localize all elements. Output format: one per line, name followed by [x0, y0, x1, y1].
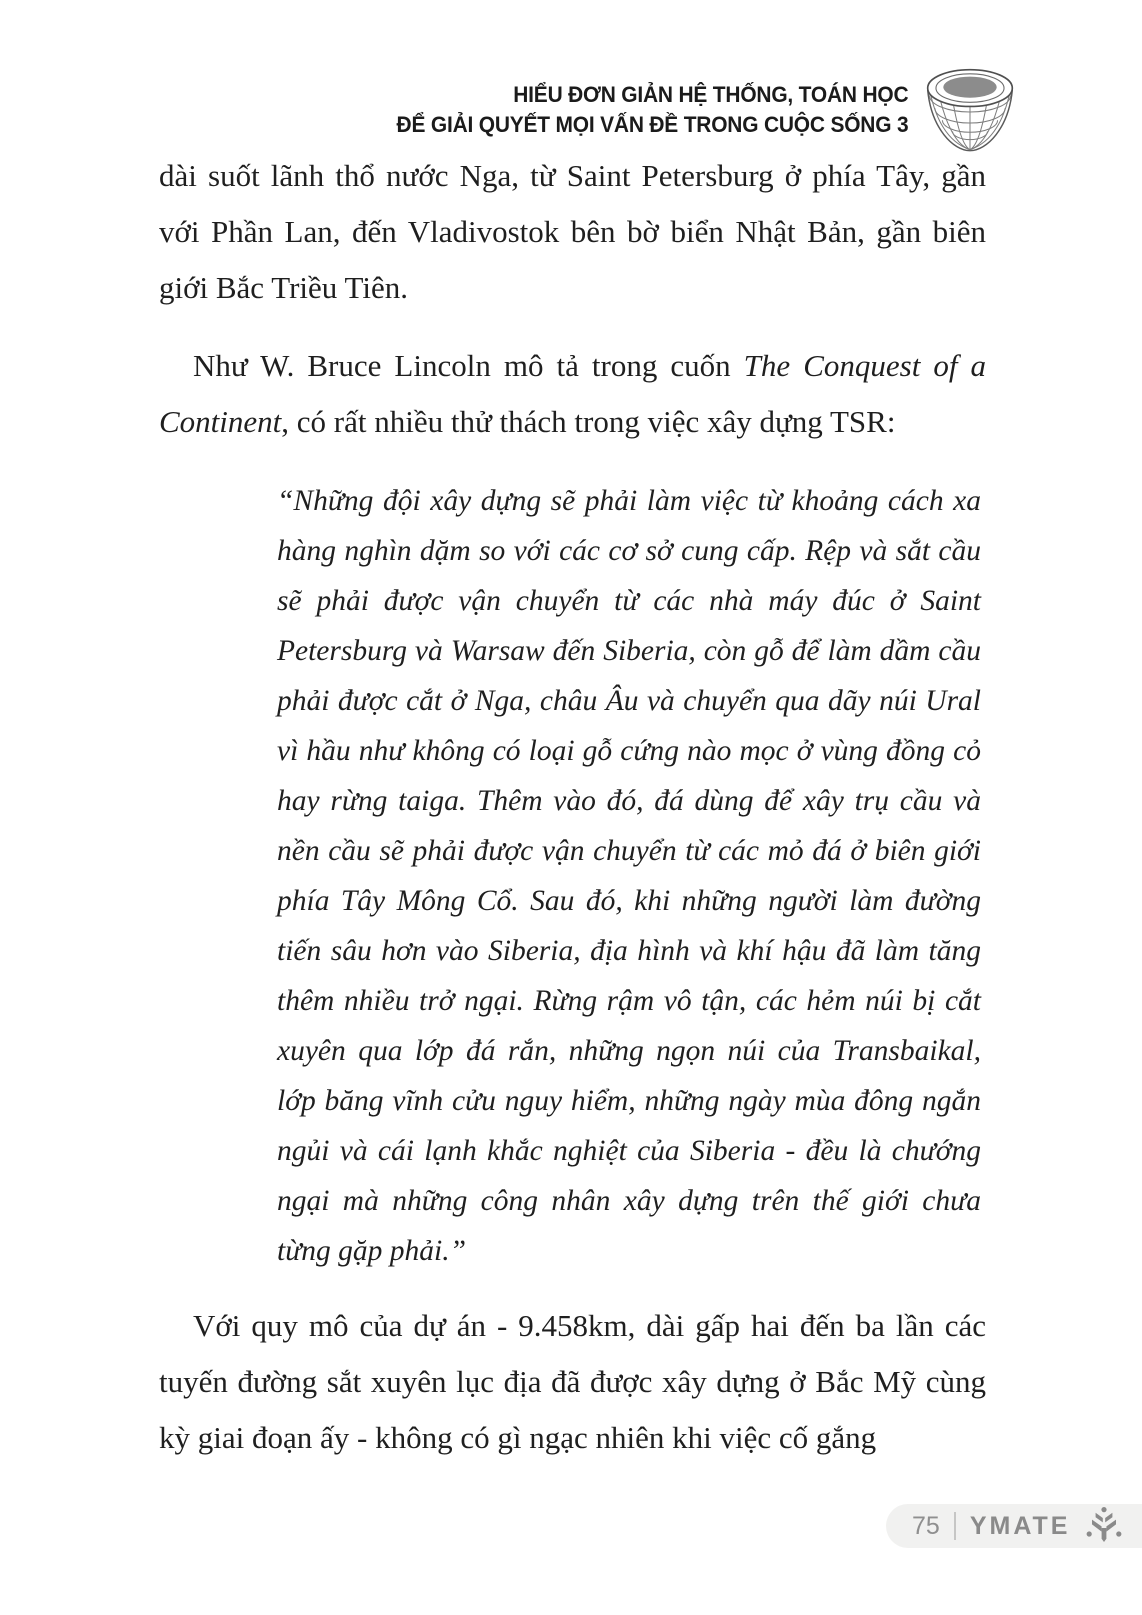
paragraph-2-text-after: , có rất nhiều thử thách trong việc xây dựng TSR: [281, 404, 896, 439]
running-head-line2: ĐỂ GIẢI QUYẾT MỌI VẤN ĐỀ TRONG CUỘC SỐNG 3 [396, 112, 908, 137]
page-header [358, 62, 1016, 162]
publisher-brand: YMATE [969, 1511, 1071, 1540]
block-quote: “Những đội xây dựng sẽ phải làm việc từ khoảng cách xa hàng nghìn dặm so với các cơ sở cung cấp. Rệp và sắt cầu sẽ phải được vận chuyển từ các nhà máy đúc ở Saint Petersburg và Warsaw đến Siberia, còn gỗ để làm dầm cầu phải được cắt ở Nga, châu Âu và chuyển qua dãy núi Ural vì hầu như không có loại gỗ cứng nào mọc ở vùng đồng cỏ hay rừng taiga. Thêm vào đó, đá dùng để xây trụ cầu và nền cầu sẽ phải được vận chuyển từ các mỏ đá ở biên giới phía Tây Mông Cổ. Sau đó, khi những người làm đường tiến sâu hơn vào Siberia, địa hình và khí hậu đã làm tăng thêm nhiều trở ngại. Rừng rậm vô tận, các hẻm núi bị cắt xuyên qua lớp đá rắn, những ngọn núi của Transbaikal, lớp băng vĩnh cửu nguy hiểm, những ngày mùa đông ngắn ngủi và cái lạnh khắc nghiệt của Siberia - đều là chướng ngại mà những công nhân xây dựng trên thế giới chưa từng gặp phải.” [277, 485, 981, 1267]
running-head-line1: HIỂU ĐƠN GIẢN HỆ THỐNG, TOÁN HỌC [512, 82, 908, 107]
footer-divider [954, 1512, 956, 1540]
paragraph-2 [159, 338, 986, 450]
paragraph-1: dài suốt lãnh thổ nước Nga, từ Saint Petersburg ở phía Tây, gần với Phần Lan, đến Vladivostok bên bờ biển Nhật Bản, gần biên giới Bắc Triều Tiên. [159, 158, 986, 305]
paragraph-3: Với quy mô của dự án - 9.458km, dài gấp hai đến ba lần các tuyến đường sắt xuyên lục địa đã được xây dựng ở Bắc Mỹ cùng kỳ giai đoạn ấy - không có gì ngạc nhiên khi việc cố gắng [159, 1308, 986, 1455]
globe-bowl-icon [924, 62, 1016, 162]
book-title-italic: The Conquest of a Continent [159, 348, 986, 439]
paragraph-2-text: Như W. Bruce Lincoln mô tả trong cuốn [193, 348, 744, 383]
footer-pill [886, 1504, 1142, 1548]
page-number: 75 [912, 1511, 940, 1540]
page-content [159, 148, 986, 1466]
running-head [396, 62, 908, 140]
ymate-logo-icon [1084, 1506, 1124, 1546]
